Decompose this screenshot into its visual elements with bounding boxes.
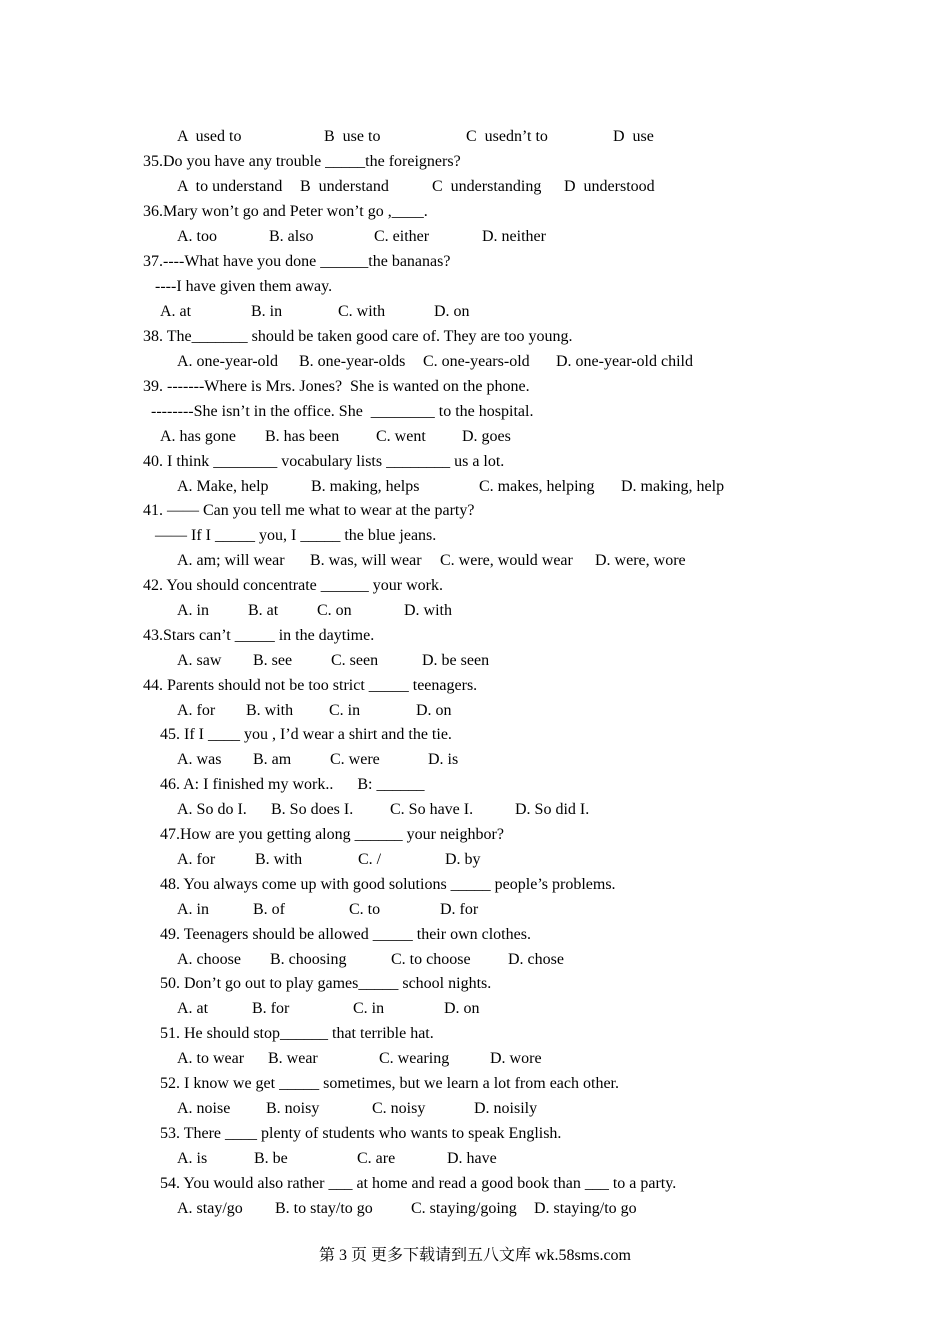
q43-option-a: A. saw	[177, 652, 222, 669]
q45-stem: 45. If I ____ you , I’d wear a shirt and the tie.	[160, 726, 452, 743]
q53-option-b: B. be	[254, 1150, 288, 1167]
q41-option-a: A. am; will wear	[177, 552, 285, 569]
q49-option-b: B. choosing	[270, 951, 347, 968]
q48-option-b: B. of	[253, 901, 285, 918]
q53-stem: 53. There ____ plenty of students who wants to speak English.	[160, 1125, 562, 1142]
q45-option-a: A. was	[177, 751, 222, 768]
q34-option-c: C usedn’t to	[466, 128, 548, 145]
q45-option-d: D. is	[428, 751, 459, 768]
q45-option-b: B. am	[253, 751, 292, 768]
q36-stem: 36.Mary won’t go and Peter won’t go ,____.	[143, 203, 428, 220]
q48-option-c: C. to	[349, 901, 381, 918]
q46-stem: 46. A: I finished my work.. B: ______	[160, 776, 425, 793]
q48-option-a: A. in	[177, 901, 209, 918]
q35-stem: 35.Do you have any trouble _____the foreigners?	[143, 153, 461, 170]
q46-option-d: D. So did I.	[515, 801, 590, 818]
q38-option-d: D. one-year-old child	[556, 353, 693, 370]
q41-option-c: C. were, would wear	[440, 552, 573, 569]
q50-option-d: D. on	[444, 1000, 480, 1017]
q37-stem: 37.----What have you done ______the bananas?	[143, 253, 451, 270]
q37-option-a: A. at	[160, 303, 192, 320]
q38-option-b: B. one-year-olds	[299, 353, 406, 370]
q49-stem: 49. Teenagers should be allowed _____ their own clothes.	[160, 926, 531, 943]
q51-option-a: A. to wear	[177, 1050, 245, 1067]
q43-option-d: D. be seen	[422, 652, 490, 669]
q52-option-d: D. noisily	[474, 1100, 538, 1117]
q41-option-b: B. was, will wear	[310, 552, 422, 569]
q45-option-c: C. were	[330, 751, 380, 768]
q35-option-c: C understanding	[432, 178, 542, 195]
q49-option-d: D. chose	[508, 951, 564, 968]
q46-option-a: A. So do I.	[177, 801, 247, 818]
q50-option-b: B. for	[252, 1000, 290, 1017]
page-footer: 第 3 页 更多下载请到五八文库 wk.58sms.com	[318, 1247, 631, 1264]
q39-option-d: D. goes	[462, 428, 511, 445]
q54-option-c: C. staying/going	[411, 1200, 517, 1217]
q47-option-c: C. /	[358, 851, 382, 868]
q52-option-b: B. noisy	[266, 1100, 320, 1117]
q53-option-d: D. have	[447, 1150, 497, 1167]
q39-option-c: C. went	[376, 428, 426, 445]
q44-stem: 44. Parents should not be too strict _____ teenagers.	[143, 677, 478, 694]
q36-option-b: B. also	[269, 228, 314, 245]
q39-option-a: A. has gone	[160, 428, 236, 445]
q44-option-a: A. for	[177, 702, 216, 719]
q52-stem: 52. I know we get _____ sometimes, but we learn a lot from each other.	[160, 1075, 619, 1092]
q37-option-d: D. on	[434, 303, 470, 320]
q51-option-d: D. wore	[490, 1050, 542, 1067]
q41-option-d: D. were, wore	[595, 552, 686, 569]
q42-stem: 42. You should concentrate ______ your work.	[143, 577, 443, 594]
q44-option-b: B. with	[246, 702, 294, 719]
q36-option-d: D. neither	[482, 228, 546, 245]
q51-option-c: C. wearing	[379, 1050, 450, 1067]
q51-stem: 51. He should stop______ that terrible hat.	[160, 1025, 434, 1042]
q53-option-c: C. are	[357, 1150, 396, 1167]
q37-option-c: C. with	[338, 303, 386, 320]
q38-stem: 38. The_______ should be taken good care of. They are too young.	[143, 328, 573, 345]
q51-option-b: B. wear	[268, 1050, 318, 1067]
q54-option-b: B. to stay/to go	[275, 1200, 373, 1217]
q41-reply: —— If I _____ you, I _____ the blue jeans.	[155, 527, 437, 544]
q42-option-d: D. with	[404, 602, 452, 619]
q54-option-a: A. stay/go	[177, 1200, 243, 1217]
q35-option-d: D understood	[564, 178, 655, 195]
q42-option-a: A. in	[177, 602, 209, 619]
q54-stem: 54. You would also rather ___ at home and read a good book than ___ to a party.	[160, 1175, 677, 1192]
q47-stem: 47.How are you getting along ______ your neighbor?	[160, 826, 504, 843]
q43-option-c: C. seen	[331, 652, 379, 669]
q52-option-c: C. noisy	[372, 1100, 426, 1117]
q44-option-c: C. in	[329, 702, 361, 719]
q50-stem: 50. Don’t go out to play games_____ school nights.	[160, 975, 492, 992]
q34-option-d: D use	[613, 128, 654, 145]
q39-reply: --------She isn’t in the office. She ________ to the hospital.	[151, 403, 534, 420]
q47-option-a: A. for	[177, 851, 216, 868]
q40-stem: 40. I think ________ vocabulary lists ________ us a lot.	[143, 453, 505, 470]
q48-option-d: D. for	[440, 901, 479, 918]
q42-option-b: B. at	[248, 602, 279, 619]
q38-option-a: A. one-year-old	[177, 353, 278, 370]
q49-option-c: C. to choose	[391, 951, 471, 968]
q52-option-a: A. noise	[177, 1100, 231, 1117]
q47-option-d: D. by	[445, 851, 481, 868]
q46-option-c: C. So have I.	[390, 801, 474, 818]
q48-stem: 48. You always come up with good solutions _____ people’s problems.	[160, 876, 616, 893]
q42-option-c: C. on	[317, 602, 352, 619]
q40-option-c: C. makes, helping	[479, 478, 595, 495]
q50-option-c: C. in	[353, 1000, 385, 1017]
q53-option-a: A. is	[177, 1150, 208, 1167]
q43-option-b: B. see	[253, 652, 293, 669]
q35-option-b: B understand	[300, 178, 389, 195]
q40-option-b: B. making, helps	[311, 478, 420, 495]
q40-option-d: D. making, help	[621, 478, 725, 495]
q41-stem: 41. —— Can you tell me what to wear at the party?	[143, 502, 475, 519]
q40-option-a: A. Make, help	[177, 478, 269, 495]
q49-option-a: A. choose	[177, 951, 241, 968]
q36-option-a: A. too	[177, 228, 217, 245]
q39-option-b: B. has been	[265, 428, 340, 445]
q54-option-d: D. staying/to go	[534, 1200, 637, 1217]
q39-stem: 39. -------Where is Mrs. Jones? She is wanted on the phone.	[143, 378, 530, 395]
q38-option-c: C. one-years-old	[423, 353, 530, 370]
q47-option-b: B. with	[255, 851, 303, 868]
q35-option-a: A to understand	[177, 178, 283, 195]
q46-option-b: B. So does I.	[271, 801, 354, 818]
q34-option-a: A used to	[177, 128, 242, 145]
q34-option-b: B use to	[324, 128, 381, 145]
q37-reply: ----I have given them away.	[155, 278, 333, 295]
q37-option-b: B. in	[251, 303, 283, 320]
q44-option-d: D. on	[416, 702, 452, 719]
q50-option-a: A. at	[177, 1000, 209, 1017]
q43-stem: 43.Stars can’t _____ in the daytime.	[143, 627, 375, 644]
q36-option-c: C. either	[374, 228, 430, 245]
